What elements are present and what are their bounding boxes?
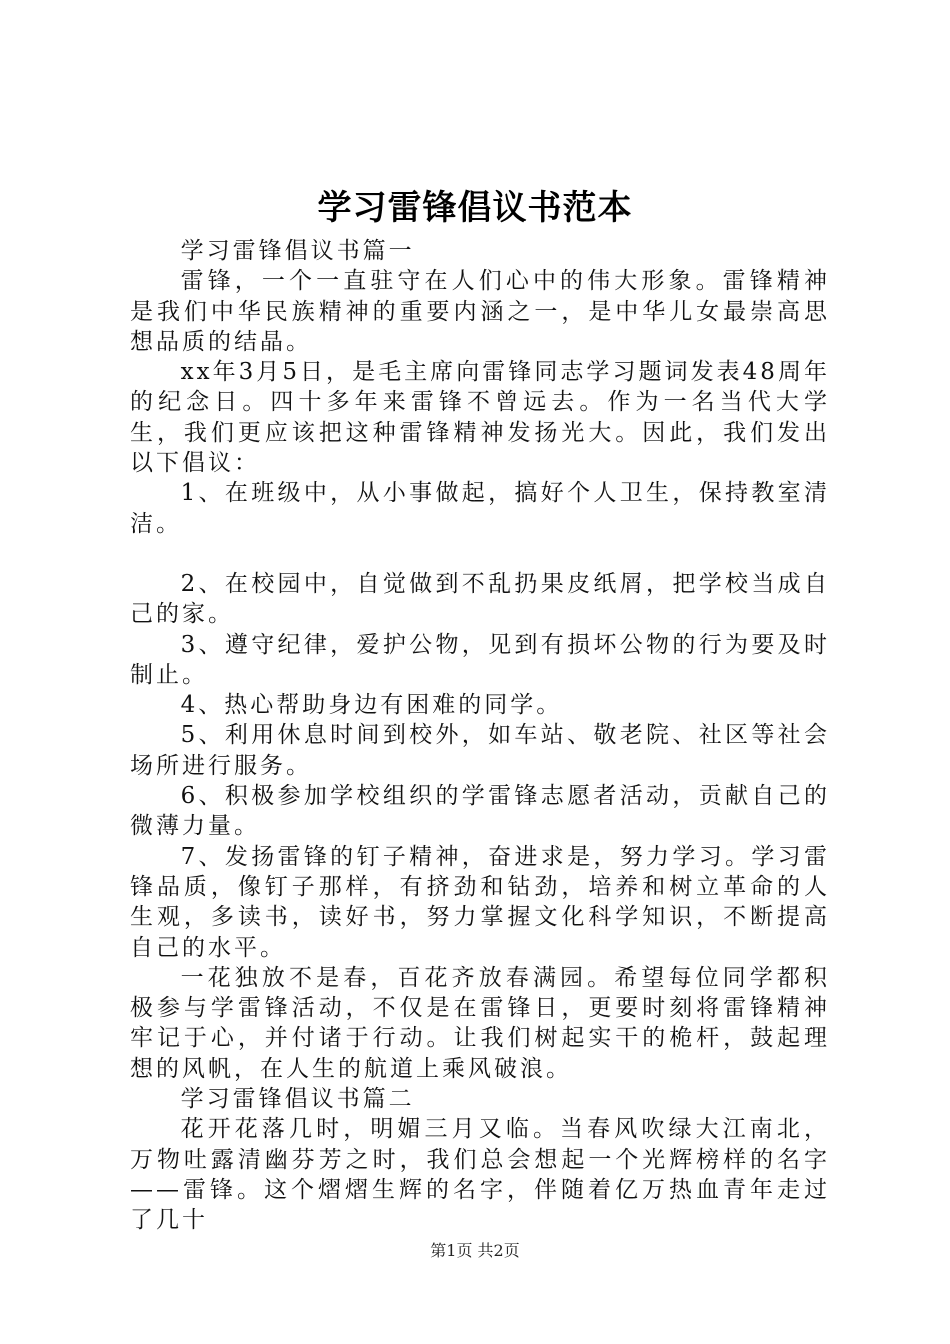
paragraph: 雷锋，一个一直驻守在人们心中的伟大形象。雷锋精神是我们中华民族精神的重要内涵之一，是中华儿女最崇高思想品质的结晶。 (130, 268, 830, 355)
section-heading: 学习雷锋倡议书篇一 (180, 238, 415, 264)
list-item: 7、发扬雷锋的钉子精神，奋进求是，努力学习。学习雷锋品质，像钉子那样，有挤劲和钻劲，培养和树立革命的人生观，多读书，读好书，努力掌握文化科学知识，不断提高自己的水平。 (130, 843, 830, 961)
list-item: 2、在校园中，自觉做到不乱扔果皮纸屑，把学校当成自己的家。 (130, 570, 830, 628)
paragraph: 花开花落几时，明媚三月又临。当春风吹绿大江南北，万物吐露清幽芬芳之时，我们总会想起一个光辉榜样的名字——雷锋。这个熠熠生辉的名字，伴随着亿万热血青年走过了几十 (130, 1116, 830, 1234)
section-heading: 学习雷锋倡议书篇二 (180, 1086, 415, 1113)
document-body (130, 236, 830, 1236)
paragraph: 一花独放不是春，百花齐放春满园。希望每位同学都积极参与学雷锋活动，不仅是在雷锋日，更要时刻将雷锋精神牢记于心，并付诸于行动。让我们树起实干的桅杆，鼓起理想的风帆，在人生的航道上乘风破浪。 (130, 964, 830, 1082)
document-title: 学习雷锋倡议书范本 (317, 188, 633, 228)
list-item: 6、积极参加学校组织的学雷锋志愿者活动，贡献自己的微薄力量。 (130, 783, 830, 840)
list-item: 3、遵守纪律，爱护公物，见到有损坏公物的行为要及时制止。 (130, 631, 830, 688)
page-footer: 第1页 共2页 (430, 1241, 520, 1260)
paragraph: xx年3月5日，是毛主席向雷锋同志学习题词发表48周年的纪念日。四十多年来雷锋不曾远去。作为一名当代大学生，我们更应该把这种雷锋精神发扬光大。因此，我们发出以下倡议： (130, 359, 830, 477)
list-item: 1、在班级中，从小事做起，搞好个人卫生，保持教室清洁。 (130, 480, 830, 537)
list-item: 5、利用休息时间到校外，如车站、敬老院、社区等社会场所进行服务。 (130, 722, 830, 779)
list-item: 4、热心帮助身边有困难的同学。 (180, 692, 563, 719)
